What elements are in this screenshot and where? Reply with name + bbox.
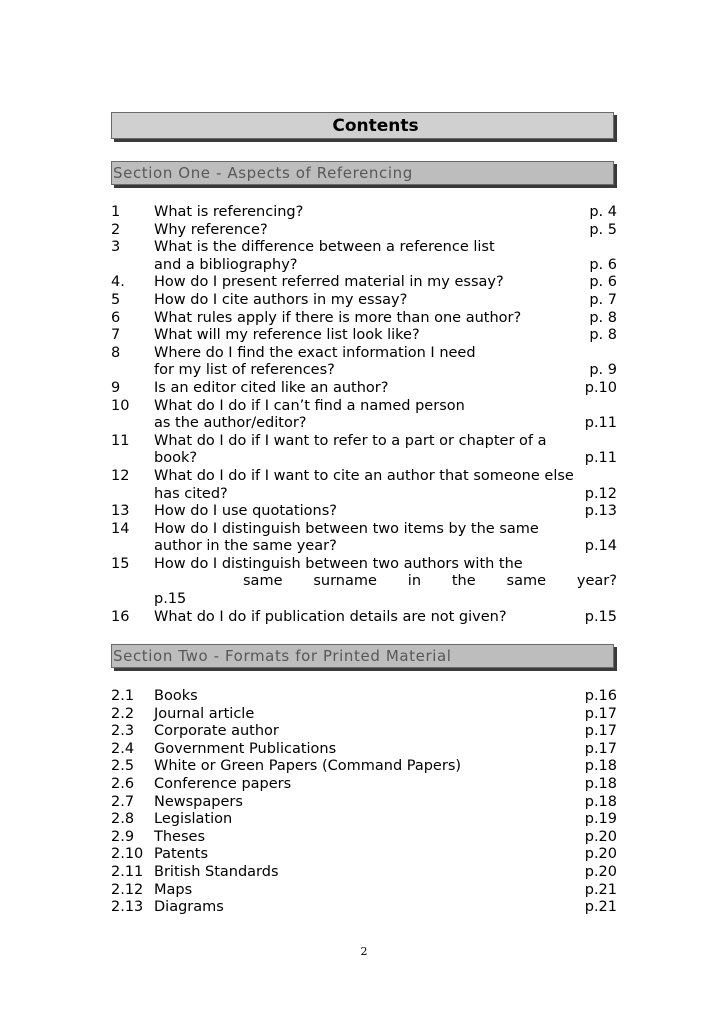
toc-entry[interactable] — [111, 274, 617, 292]
entry-number: 12 — [111, 467, 130, 484]
contents-title: Contents — [332, 115, 419, 136]
entry-number: 1 — [111, 204, 121, 220]
toc-entry[interactable] — [111, 609, 617, 627]
toc-entry[interactable] — [111, 556, 617, 609]
entry-page: p.21 — [584, 881, 617, 898]
entry-page: p.17 — [584, 740, 617, 757]
entry-title: Corporate author — [154, 723, 279, 740]
entry-number: 2.12 — [111, 881, 144, 898]
entry-title: What rules apply if there is more than one author? — [154, 309, 522, 326]
entry-page: p.16 — [584, 688, 617, 704]
entry-number: 2.4 — [111, 740, 135, 757]
entry-title: Maps — [154, 881, 193, 898]
entry-title: Why reference? — [154, 221, 268, 238]
toc-entry[interactable] — [111, 758, 617, 776]
entry-page: p.13 — [584, 503, 617, 520]
entry-number: 2.11 — [111, 863, 144, 880]
entry-title: Books — [154, 688, 198, 704]
toc-entry[interactable] — [111, 433, 617, 468]
section-one-toc — [111, 204, 617, 626]
entry-number: 2 — [111, 221, 121, 238]
entry-title: How do I present referred material in my essay? — [154, 274, 504, 291]
entry-number: 15 — [111, 555, 130, 572]
toc-entry[interactable] — [111, 310, 617, 328]
entry-number: 2.3 — [111, 723, 135, 740]
entry-title-justified-line: same surname in the same year? — [243, 573, 617, 590]
contents-title-bar — [111, 112, 614, 139]
entry-number: 7 — [111, 327, 121, 344]
entry-number: 16 — [111, 608, 130, 625]
entry-title: What do I do if I can’t find a named person — [154, 397, 465, 414]
entry-title: How do I cite authors in my essay? — [154, 291, 408, 308]
entry-page: p. 4 — [589, 204, 617, 220]
toc-entry[interactable] — [111, 829, 617, 847]
toc-entry[interactable] — [111, 380, 617, 398]
entry-title-continued: has cited? — [154, 485, 228, 502]
entry-page: p. 7 — [589, 291, 617, 308]
toc-entry[interactable] — [111, 327, 617, 345]
entry-page: p.18 — [584, 793, 617, 810]
entry-title: How do I distinguish between two authors with the — [154, 555, 523, 572]
toc-entry[interactable] — [111, 811, 617, 829]
entry-title: Journal article — [154, 705, 255, 722]
entry-number: 2.10 — [111, 846, 144, 863]
entry-title-continued: for my list of references? — [154, 362, 335, 379]
toc-entry[interactable] — [111, 776, 617, 794]
entry-number: 2.7 — [111, 793, 135, 810]
entry-title: What do I do if I want to cite an author that someone else — [154, 467, 574, 484]
toc-entry[interactable] — [111, 521, 617, 556]
entry-number: 2.13 — [111, 899, 144, 916]
section-two-heading-bar — [111, 644, 614, 668]
entry-page: p.20 — [584, 828, 617, 845]
toc-entry[interactable] — [111, 899, 617, 917]
entry-page: p. 8 — [589, 327, 617, 344]
entry-page: p.10 — [584, 379, 617, 396]
entry-title: What will my reference list look like? — [154, 327, 420, 344]
entry-number: 2.8 — [111, 811, 135, 828]
entry-number: 4. — [111, 274, 125, 291]
entry-page: p. 5 — [589, 221, 617, 238]
toc-entry[interactable] — [111, 468, 617, 503]
entry-number: 13 — [111, 503, 130, 520]
entry-title-continued: book? — [154, 450, 198, 467]
entry-title: Is an editor cited like an author? — [154, 379, 389, 396]
entry-title: Newspapers — [154, 793, 243, 810]
entry-title-continued: author in the same year? — [154, 538, 337, 555]
toc-entry[interactable] — [111, 864, 617, 882]
entry-number: 10 — [111, 397, 130, 414]
entry-number: 11 — [111, 432, 130, 449]
entry-title: How do I use quotations? — [154, 503, 337, 520]
entry-number: 2.1 — [111, 688, 135, 704]
entry-number: 5 — [111, 291, 121, 308]
entry-title: How do I distinguish between two items by the same — [154, 520, 539, 537]
entry-page: p. 8 — [589, 309, 617, 326]
entry-page: p.19 — [584, 811, 617, 828]
entry-title: British Standards — [154, 863, 279, 880]
entry-page: p.17 — [584, 705, 617, 722]
toc-entry[interactable] — [111, 239, 617, 274]
entry-number: 2.2 — [111, 705, 135, 722]
entry-page: p. 9 — [589, 362, 617, 379]
entry-title: Patents — [154, 846, 209, 863]
entry-page: p.11 — [584, 450, 617, 467]
section-one-heading-bar — [111, 161, 614, 185]
section-two-toc — [111, 688, 617, 917]
toc-entry[interactable] — [111, 292, 617, 310]
entry-page: p.18 — [584, 758, 617, 775]
entry-title: Diagrams — [154, 899, 224, 916]
entry-page: p.15 — [154, 591, 187, 608]
entry-page: p.12 — [584, 485, 617, 502]
entry-page: p. 6 — [589, 256, 617, 273]
entry-title: Conference papers — [154, 775, 292, 792]
entry-number: 3 — [111, 239, 121, 256]
toc-entry[interactable] — [111, 794, 617, 812]
entry-page: p.21 — [584, 899, 617, 916]
entry-title-continued: and a bibliography? — [154, 256, 298, 273]
entry-page: p. 6 — [589, 274, 617, 291]
entry-title: What is the difference between a reference list — [154, 239, 495, 256]
entry-title-continued: as the author/editor? — [154, 415, 307, 432]
section-two-heading: Section Two - Formats for Printed Material — [113, 647, 452, 665]
toc-entry[interactable] — [111, 741, 617, 759]
entry-number: 6 — [111, 309, 121, 326]
toc-entry[interactable] — [111, 503, 617, 521]
toc-entry[interactable] — [111, 222, 617, 240]
entry-title: White or Green Papers (Command Papers) — [154, 758, 462, 775]
entry-number: 2.5 — [111, 758, 135, 775]
section-one-heading: Section One - Aspects of Referencing — [113, 164, 413, 182]
entry-title: What do I do if I want to refer to a part or chapter of a — [154, 432, 547, 449]
entry-page: p.17 — [584, 723, 617, 740]
toc-entry[interactable] — [111, 723, 617, 741]
entry-number: 2.9 — [111, 828, 135, 845]
toc-entry[interactable] — [111, 882, 617, 900]
entry-title: What do I do if publication details are not given? — [154, 608, 507, 625]
entry-number: 8 — [111, 344, 121, 361]
toc-entry[interactable] — [111, 204, 617, 222]
entry-title: Legislation — [154, 811, 233, 828]
entry-number: 9 — [111, 379, 121, 396]
toc-entry[interactable] — [111, 706, 617, 724]
entry-title: Government Publications — [154, 740, 337, 757]
entry-page: p.11 — [584, 415, 617, 432]
entry-number: 2.6 — [111, 775, 135, 792]
entry-page: p.20 — [584, 846, 617, 863]
entry-title: Theses — [154, 828, 205, 845]
toc-entry[interactable] — [111, 398, 617, 433]
toc-entry[interactable] — [111, 846, 617, 864]
entry-title: What is referencing? — [154, 204, 304, 220]
toc-entry[interactable] — [111, 688, 617, 706]
entry-number: 14 — [111, 520, 130, 537]
entry-page: p.18 — [584, 775, 617, 792]
entry-page: p.14 — [584, 538, 617, 555]
page-number: 2 — [360, 945, 368, 958]
entry-page: p.15 — [584, 608, 617, 625]
entry-page: p.20 — [584, 863, 617, 880]
toc-entry[interactable] — [111, 345, 617, 380]
entry-title: Where do I find the exact information I need — [154, 344, 476, 361]
